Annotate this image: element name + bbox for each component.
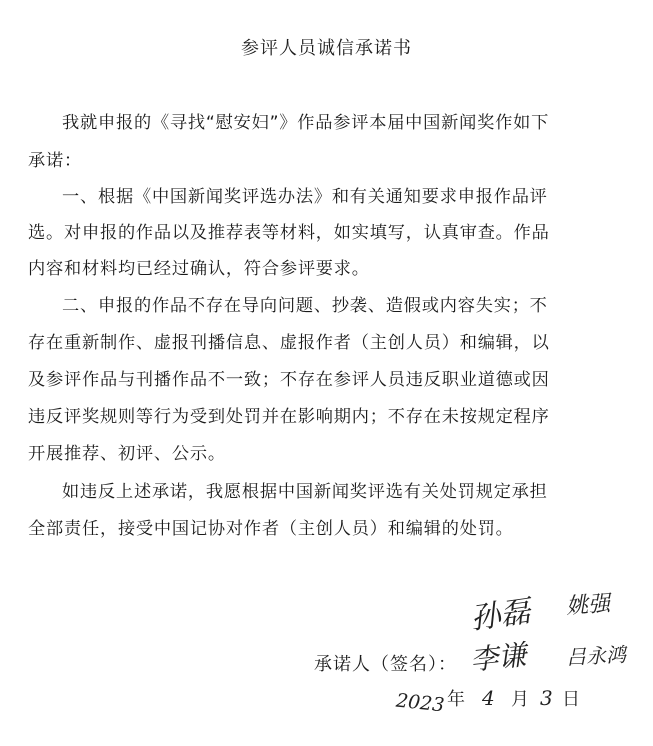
body-line: 违反评奖规则等行为受到处罚并在影响期内；不存在未按规定程序 <box>28 407 550 427</box>
body-line: 一、根据《中国新闻奖评选办法》和有关通知要求申报作品评 <box>62 187 548 207</box>
signature-1: 孙磊 <box>468 593 533 637</box>
body-line: 存在重新制作、虚报刊播信息、虚报作者（主创人员）和编辑，以 <box>28 333 550 353</box>
body-line: 我就申报的《寻找“慰安妇”》作品参评本届中国新闻奖作如下 <box>62 113 550 133</box>
date-year-unit: 年 <box>447 689 465 710</box>
body-line: 开展推荐、初评、公示。 <box>28 444 226 464</box>
body-line: 承诺： <box>28 151 82 171</box>
body-line: 全部责任，接受中国记协对作者（主创人员）和编辑的处罚。 <box>28 519 514 539</box>
date-year: 2023 <box>394 689 446 717</box>
body-line: 如违反上述承诺，我愿根据中国新闻奖评选有关处罚规定承担 <box>62 482 548 502</box>
body-line: 内容和材料均已经过确认，符合参评要求。 <box>28 259 370 279</box>
signature-2: 姚强 <box>565 591 611 620</box>
date-day: 3 <box>540 686 553 710</box>
document-title: 参评人员诚信承诺书 <box>241 38 412 59</box>
date-day-unit: 日 <box>562 689 580 710</box>
date-month-unit: 月 <box>511 689 529 710</box>
body-line: 选。对申报的作品以及推荐表等材料，如实填写，认真审查。作品 <box>28 223 550 243</box>
signature-3: 李谦 <box>468 638 528 677</box>
signature-4: 吕永鸿 <box>565 642 627 670</box>
date-month: 4 <box>482 686 495 710</box>
signer-label: 承诺人（签名）： <box>314 654 457 675</box>
body-line: 二、申报的作品不存在导向问题、抄袭、造假或内容失实；不 <box>62 296 548 316</box>
body-line: 及参评作品与刊播作品不一致；不存在参评人员违反职业道德或因 <box>28 370 550 390</box>
